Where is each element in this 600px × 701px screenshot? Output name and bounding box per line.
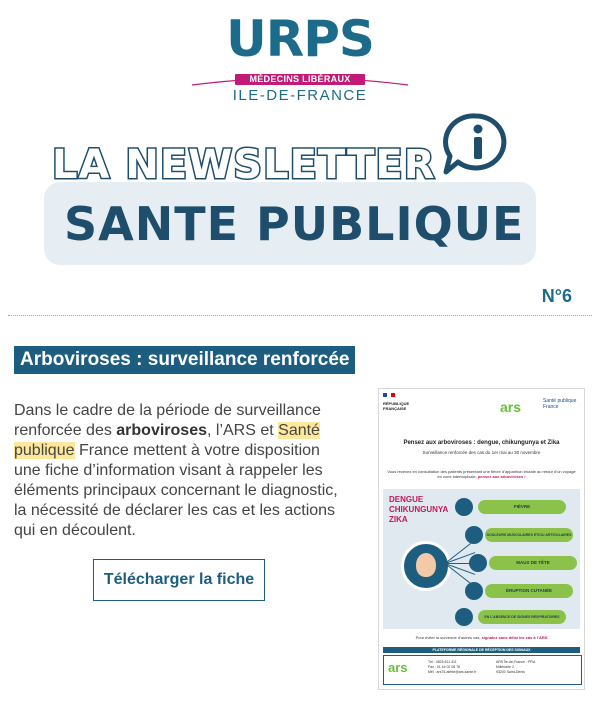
article-text: [14, 401, 344, 541]
flyer-title: Pensez aux arboviroses : dengue, chikungunya et Zika: [403, 440, 560, 446]
patient-face: [416, 553, 436, 577]
symptom-dot: [455, 608, 473, 626]
flyer-footer-line: 93200 Saint-Denis: [496, 670, 525, 674]
flyer-intro-bold: pensez aux arboviroses !: [477, 474, 526, 479]
symptom-dot: [465, 582, 483, 600]
flyer-intro: [385, 469, 578, 479]
flyer-footer-line: Mél : ars75-alerte@ars.sante.fr: [428, 670, 477, 674]
article-title: Arboviroses : surveillance renforcée: [14, 346, 355, 374]
flyer-disease: DENGUE: [389, 495, 424, 504]
symptom-dot: [455, 498, 473, 516]
article-text-part: , l’ARS et: [207, 422, 279, 439]
info-bubble-icon: [440, 110, 512, 182]
symptom-dot: [465, 526, 483, 544]
logo-region: ILE-DE-FRANCE: [232, 87, 368, 104]
article-text-part: France mettent à votre disposition une fiche d’information visant à rappeler les éléments principaux concernant le diagnostic, la nécessité de déclarer les cas et les actions qui en découlent.: [14, 442, 338, 539]
symptom-pain: DOULEURS MUSCULAIRES ET/OU ARTICULAIRES: [485, 528, 573, 542]
flyer-footer-bar: PLATEFORME RÉGIONALE DE RÉCEPTION DES SIGNAUX: [383, 647, 580, 653]
flyer-disease: CHIKUNGUNYA: [389, 505, 449, 514]
flyer-footer-line: ARS Île-de-France - PRA: [496, 660, 536, 664]
flyer-bottom-bold: signalez sans délai les cas à l’ARS: [481, 635, 548, 640]
symptom-fever: FIÈVRE: [478, 500, 566, 514]
patient-illustration: [401, 541, 451, 591]
flyer-republique: RÉPUBLIQUE FRANÇAISE: [383, 401, 410, 411]
flyer-footer-ars-logo: [388, 660, 408, 675]
flyer-thumbnail[interactable]: [378, 388, 585, 690]
banner-line-1: LA NEWSLETTER: [52, 142, 436, 188]
flyer-disease: ZIKA: [389, 515, 408, 524]
flyer-footer-line: Millénaire 2: [496, 665, 514, 669]
flyer-spf-logo: Santé publique France: [543, 398, 577, 410]
article-text-highlight: Santé publique: [14, 422, 320, 459]
logo-title: URPS: [226, 10, 374, 68]
flyer-symptom-panel: [383, 489, 580, 629]
flyer-ars-text: ars: [500, 399, 522, 415]
download-sheet-button[interactable]: Télécharger la fiche: [93, 559, 265, 601]
flyer-intro-text: Vous recevez en consultation des patients présentant une fièvre d’apparition brutale au retour d’un voyage en zone intertropicale,: [387, 469, 576, 479]
newsletter-banner: [0, 110, 600, 275]
article-text-part: Dans le cadre de la période de surveillance renforcée des: [14, 402, 321, 439]
flyer-footer: [383, 655, 582, 685]
flyer-ars-logo: [500, 399, 521, 415]
banner-line-2: SANTE PUBLIQUE: [64, 197, 525, 251]
flyer-footer-line: Tél : 0825 811 411: [428, 660, 457, 664]
flyer-footer-address: [496, 660, 535, 675]
flyer-footer-ars-text: ars: [388, 660, 408, 675]
flyer-footer-line: Fax : 01 44 02 06 76: [428, 665, 461, 669]
flyer-subtitle: Surveillance renforcée des cas du 1er mai au 30 novembre: [422, 450, 541, 455]
symptom-headache: MAUX DE TÊTE: [489, 556, 577, 570]
flyer-bottom-part: Pour éviter la survenue d’autres cas,: [415, 635, 482, 640]
symptom-no-respiratory: EN L’ABSENCE DE SIGNES RESPIRATOIRES: [478, 610, 566, 624]
flyer-bottom-text: [379, 635, 584, 640]
flyer-disease-list: [389, 495, 448, 525]
logo-band: MÉDECINS LIBÉRAUX: [235, 74, 365, 85]
issue-number: N°6: [541, 286, 572, 306]
article-text-bold: arboviroses: [116, 422, 207, 439]
urps-logo: [0, 10, 600, 104]
symptom-rash: ÉRUPTION CUTANÉE: [485, 584, 573, 598]
symptom-dot: [469, 554, 487, 572]
divider: [8, 315, 592, 316]
marianne-flag-icon: [383, 393, 395, 397]
flyer-footer-contact: [428, 660, 476, 675]
